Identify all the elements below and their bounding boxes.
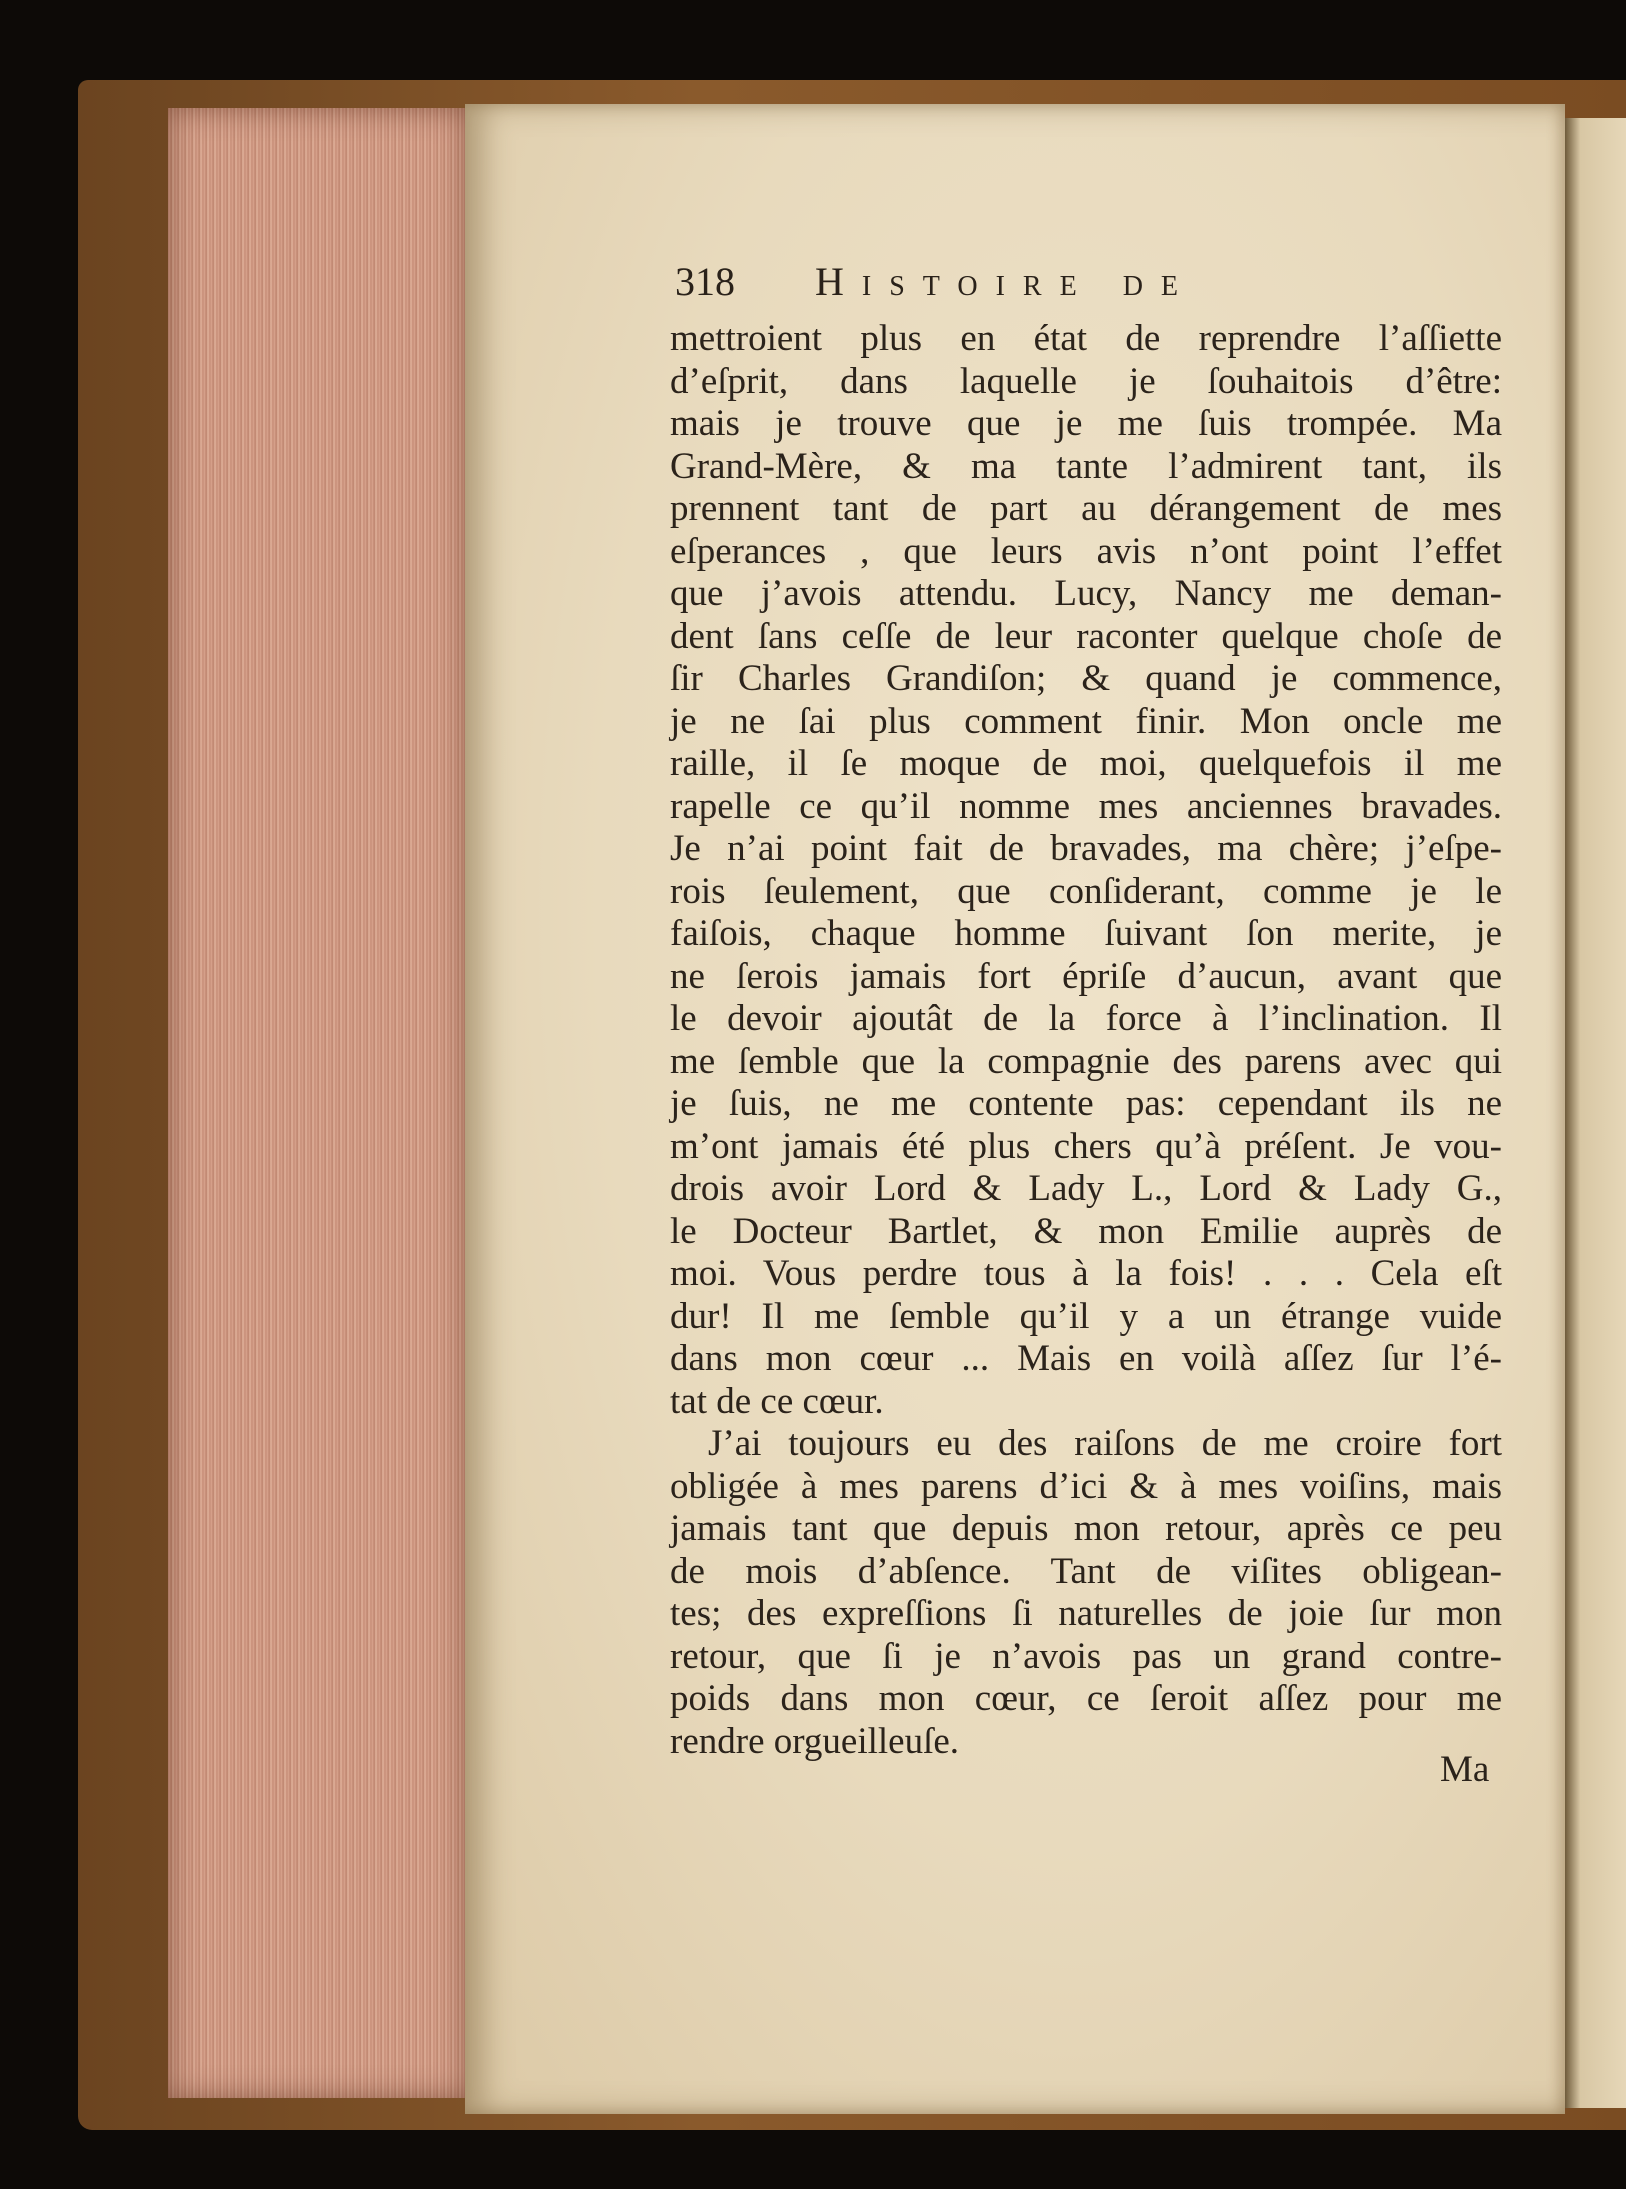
- text-line: rapelle ce qu’il nomme mes anciennes bravades.: [670, 785, 1502, 827]
- text-line: dans mon cœur ... Mais en voilà aſſez ſur l’é-: [670, 1338, 1502, 1379]
- catchword: Ma: [1440, 1749, 1490, 1790]
- text-line: poids dans mon cœur, ce ſeroit aſſez pour me: [670, 1678, 1502, 1719]
- text-line: je ſuis, ne me contente pas: cependant ils ne: [670, 1083, 1502, 1124]
- text-line: tes; des expreſſions ſi naturelles de joie ſur mon: [670, 1593, 1502, 1634]
- text-line: retour, que ſi je n’avois pas un grand contre-: [670, 1635, 1502, 1677]
- text-line: le Docteur Bartlet, & mon Emilie auprès de: [670, 1210, 1502, 1252]
- text-line: J’ai toujours eu des raiſons de me croire fort: [708, 1423, 1502, 1464]
- text-line: rois ſeulement, que conſiderant, comme je le: [670, 870, 1502, 912]
- text-line: d’eſprit, dans laquelle je ſouhaitois d’être:: [670, 360, 1502, 402]
- running-title: Histoire de: [815, 259, 1197, 304]
- text-line: tat de ce cœur.: [670, 1380, 884, 1422]
- text-line: mettroient plus en état de reprendre l’aſſiette: [670, 318, 1502, 359]
- text-line: dur! Il me ſemble qu’il y a un étrange vuide: [670, 1295, 1502, 1337]
- text-line: raille, il ſe moque de moi, quelquefois il me: [670, 743, 1502, 784]
- text-line: mais je trouve que je me ſuis trompée. Ma: [670, 403, 1502, 444]
- text-line: Je n’ai point fait de bravades, ma chère; j’eſpe-: [670, 828, 1502, 869]
- text-line: obligée à mes parens d’ici & à mes voiſins, mais: [670, 1465, 1502, 1507]
- text-line: prennent tant de part au dérangement de mes: [670, 488, 1502, 529]
- text-line: me ſemble que la compagnie des parens avec qui: [670, 1040, 1502, 1082]
- text-line: que j’avois attendu. Lucy, Nancy me deman-: [670, 573, 1502, 614]
- text-line: ſir Charles Grandiſon; & quand je commence,: [670, 658, 1502, 699]
- text-line: eſperances , que leurs avis n’ont point l’effet: [670, 530, 1502, 572]
- text-line: ne ſerois jamais fort épriſe d’aucun, avant que: [670, 955, 1502, 997]
- text-line: le devoir ajoutât de la force à l’inclination. Il: [670, 998, 1502, 1039]
- page-number: 318: [675, 259, 735, 304]
- running-head: [675, 258, 1355, 305]
- text-line: dent ſans ceſſe de leur raconter quelque choſe de: [670, 615, 1502, 657]
- text-line: jamais tant que depuis mon retour, après ce peu: [670, 1508, 1502, 1549]
- body-text: [670, 318, 1502, 1763]
- page-edges: [168, 108, 468, 2098]
- facing-page-edge: [1565, 118, 1626, 2108]
- text-line: je ne ſai plus comment finir. Mon oncle me: [670, 700, 1502, 742]
- text-line: moi. Vous perdre tous à la fois! . . . Cela eſt: [670, 1253, 1502, 1294]
- text-line: drois avoir Lord & Lady L., Lord & Lady G.,: [670, 1168, 1502, 1209]
- text-line: rendre orgueilleuſe.: [670, 1720, 960, 1762]
- text-line: Grand-Mère, & ma tante l’admirent tant, ils: [670, 445, 1502, 487]
- text-line: m’ont jamais été plus chers qu’à préſent. Je vou-: [670, 1125, 1502, 1167]
- text-line: de mois d’abſence. Tant de viſites obligean-: [670, 1550, 1502, 1592]
- text-line: faiſois, chaque homme ſuivant ſon merite, je: [670, 913, 1502, 954]
